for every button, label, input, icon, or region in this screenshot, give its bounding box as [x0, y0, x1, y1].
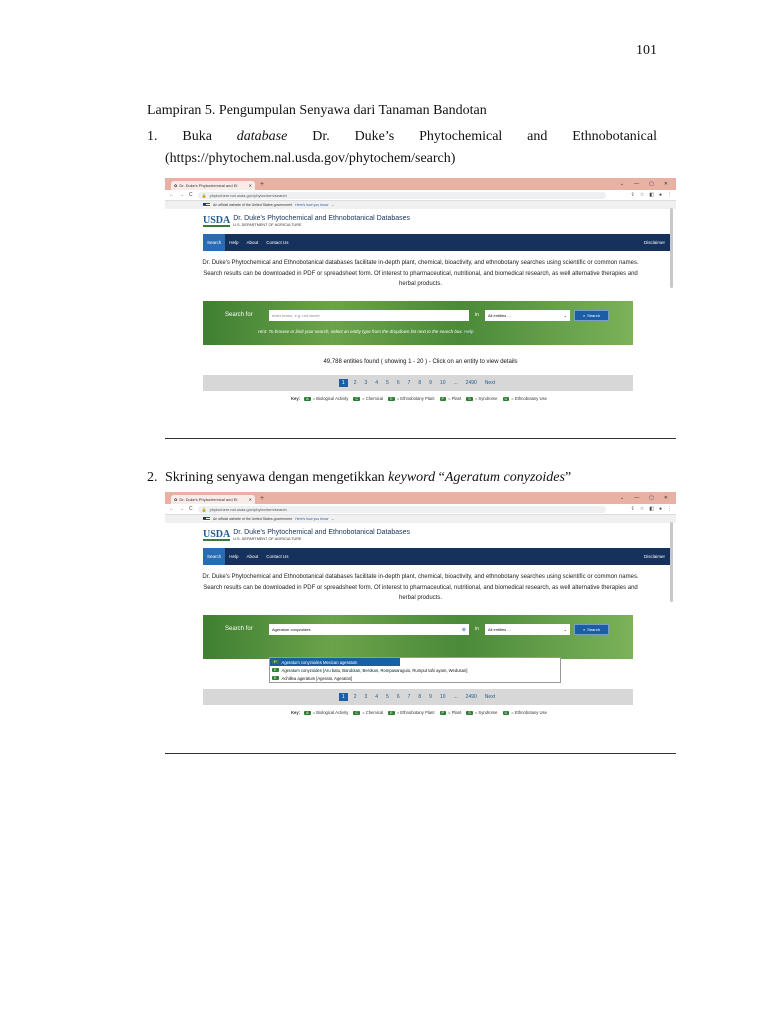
badge-icon: A — [306, 396, 309, 401]
entity-select-value: All entities ... — [488, 627, 511, 632]
step-1-word: Phytochemical — [419, 129, 503, 144]
page-link[interactable]: 10 — [439, 380, 446, 386]
badge-icon: E — [274, 668, 277, 672]
step-1-number: 1. — [147, 129, 158, 144]
search-button[interactable] — [574, 624, 609, 635]
badge-icon: C — [355, 396, 359, 401]
page-ellipsis: ... — [453, 380, 458, 386]
nav-help[interactable]: Help — [229, 554, 239, 559]
address-bar — [165, 190, 676, 201]
autocomplete-option-text: Ageratum conyzoides [Aru batu, Bandotan, Berokan, Rompasaraguio, Rumput tahi ayam, Wedusan] — [281, 667, 468, 673]
page-link[interactable]: 7 — [407, 380, 411, 386]
step-1-word: Buka — [182, 129, 212, 144]
gov-banner-text: An official website of the United States government — [213, 203, 293, 207]
page-link[interactable]: 3 — [364, 694, 368, 700]
reload-icon[interactable]: C — [189, 506, 193, 512]
profile-icon[interactable]: ● — [658, 192, 662, 198]
sidebar-icon[interactable]: ◧ — [649, 506, 654, 512]
page-link[interactable]: 8 — [418, 694, 422, 700]
screenshot-search-page — [165, 178, 676, 439]
badge-icon: P — [441, 710, 445, 715]
clear-icon[interactable]: ⊗ — [461, 626, 466, 633]
page-link[interactable]: 2490 — [465, 694, 477, 700]
key-label: Key: — [290, 710, 301, 715]
new-tab-button[interactable]: + — [260, 180, 265, 188]
entity-key — [165, 396, 676, 401]
entity-select[interactable] — [485, 310, 570, 321]
site-title: Dr. Duke's Phytochemical and Ethnobotanical Databases — [233, 214, 411, 222]
us-flag-icon — [203, 517, 210, 521]
step-1-word: Ethnobotanical — [572, 129, 657, 144]
badge-icon: E — [390, 396, 393, 401]
main-nav — [203, 234, 671, 251]
step-1-word: Duke’s — [354, 129, 395, 144]
page-link[interactable]: 9 — [429, 694, 432, 700]
badge-icon: S — [468, 396, 471, 401]
usda-logo[interactable]: USDA — [203, 215, 231, 226]
favicon-icon: ✿ — [174, 183, 178, 188]
browser-tab-bar — [165, 492, 676, 504]
step-2-species: Ageratum conyzoides — [444, 470, 565, 485]
forward-icon[interactable]: → — [179, 506, 184, 512]
favicon-icon: ✿ — [174, 497, 178, 502]
autocomplete-option-text: Achillea ageratum [Agerato, Ageraton] — [281, 675, 353, 681]
key-text: = Syndrome — [474, 710, 498, 715]
badge-icon: P — [441, 396, 445, 401]
chevron-down-icon[interactable]: ⌄ — [619, 181, 625, 187]
screenshot-search-typed — [165, 492, 676, 754]
gov-banner — [165, 515, 676, 523]
scrollbar[interactable] — [670, 522, 673, 602]
menu-icon[interactable]: ⋮ — [667, 506, 672, 512]
chevron-down-icon: ⌄ — [563, 313, 567, 318]
nav-disclaimer[interactable]: Disclaimer — [643, 240, 665, 245]
autocomplete-option[interactable] — [270, 666, 560, 674]
close-tab-icon[interactable]: ✕ — [248, 183, 252, 188]
next-page-link[interactable]: Next — [484, 380, 496, 386]
pagination — [203, 375, 633, 391]
key-label: Key: — [290, 396, 301, 401]
menu-icon[interactable]: ⋮ — [667, 192, 672, 198]
url-text: phytochem.nal.usda.gov/phytochem/search — [209, 192, 287, 198]
profile-icon[interactable]: ● — [658, 506, 662, 512]
star-icon[interactable]: ☆ — [639, 192, 645, 198]
close-tab-icon[interactable]: ✕ — [248, 497, 252, 502]
entity-select-value: All entities ... — [488, 313, 511, 318]
lock-icon: 🔒 — [201, 506, 207, 512]
browser-tab[interactable] — [171, 181, 255, 190]
url-field[interactable] — [198, 192, 606, 199]
tab-title: Dr. Duke's Phytochemical and Et — [179, 497, 238, 502]
page-link[interactable]: 6 — [396, 380, 400, 386]
nav-search[interactable]: Search — [203, 234, 225, 251]
close-window-icon[interactable]: ✕ — [663, 495, 668, 501]
maximize-icon[interactable]: ▢ — [649, 495, 654, 501]
entity-select[interactable] — [485, 624, 570, 635]
search-input[interactable]: enter terms, e.g. red clover — [269, 310, 469, 321]
page-ellipsis: ... — [453, 694, 458, 700]
page-link[interactable]: 2 — [353, 380, 357, 386]
gov-banner — [165, 201, 676, 209]
search-button[interactable] — [574, 310, 609, 321]
url-text: phytochem.nal.usda.gov/phytochem/search — [209, 506, 287, 512]
autocomplete-option[interactable] — [270, 674, 560, 682]
scrollbar[interactable] — [670, 208, 673, 288]
key-text: = Syndrome — [474, 396, 498, 401]
badge-icon: S — [468, 710, 471, 715]
back-icon[interactable]: ← — [169, 192, 174, 198]
key-text: = Biological Activity — [312, 710, 349, 715]
close-window-icon[interactable]: ✕ — [663, 181, 668, 187]
share-icon[interactable]: ⇪ — [630, 506, 635, 512]
search-panel — [203, 615, 633, 659]
site-description: Dr. Duke's Phytochemical and Ethnobotanical databases facilitate in-depth plant, chemical, bioactivity, and ethnobotany searches using scientific or common names. Search results can be downloaded in PDF or spreadsheet form. Of interest to pharmaceutical, nutritional, and biomedical research, as well alternative therapies and herbal products. — [202, 574, 639, 601]
page-link[interactable]: 4 — [375, 380, 379, 386]
key-text: = Chemical — [362, 396, 384, 401]
nav-help[interactable]: Help — [229, 240, 239, 245]
badge-icon: U — [504, 710, 508, 715]
back-icon[interactable]: ← — [169, 506, 174, 512]
gov-banner-link[interactable]: Here's how you know — [295, 517, 329, 521]
step-1-word: Dr. — [312, 129, 330, 144]
chevron-down-icon: ⌄ — [331, 203, 335, 207]
page-link[interactable]: 10 — [439, 694, 446, 700]
key-text: = Plant — [448, 710, 462, 715]
search-label: Search for — [225, 626, 253, 632]
page-link[interactable]: 4 — [375, 694, 379, 700]
key-text: = Ethnobotany Use — [511, 396, 547, 401]
step-2-quote-close: ” — [564, 470, 572, 485]
search-icon: ⌕ — [583, 313, 586, 318]
gov-banner-text: An official website of the United States government — [213, 517, 293, 521]
in-label: in — [475, 626, 479, 632]
page-link[interactable]: 8 — [418, 380, 422, 386]
step-2 — [147, 470, 571, 486]
forward-icon[interactable]: → — [179, 192, 184, 198]
badge-icon: P — [274, 660, 277, 664]
search-button-label: Search — [587, 627, 600, 632]
search-icon: ⌕ — [583, 627, 586, 632]
page-link[interactable]: 1 — [339, 379, 348, 387]
star-icon[interactable]: ☆ — [639, 506, 645, 512]
step-1-word: database — [236, 129, 288, 144]
page-link[interactable]: 2 — [353, 694, 357, 700]
entity-key — [165, 710, 676, 715]
autocomplete-option[interactable] — [270, 658, 400, 666]
page-number: 101 — [636, 43, 657, 58]
reload-icon[interactable]: C — [189, 192, 193, 198]
search-panel — [203, 301, 633, 345]
autocomplete-dropdown — [269, 657, 561, 683]
page-link[interactable]: 5 — [386, 694, 389, 700]
browser-tab-bar — [165, 178, 676, 190]
site-subtitle: U.S. DEPARTMENT OF AGRICULTURE — [233, 222, 302, 227]
badge-icon: U — [504, 396, 508, 401]
search-input-value: Ageratum conyzoides — [272, 627, 311, 632]
main-nav — [203, 548, 671, 565]
search-input[interactable] — [269, 624, 469, 635]
usda-logo[interactable]: USDA — [203, 529, 231, 540]
chevron-down-icon: ⌄ — [331, 517, 335, 521]
key-text: = Biological Activity — [312, 396, 349, 401]
key-text: = Ethnobotany Plant — [396, 396, 435, 401]
us-flag-icon — [203, 203, 210, 207]
step-1-url: (https://phytochem.nal.usda.gov/phytochem/search) — [165, 151, 456, 166]
site-title: Dr. Duke's Phytochemical and Ethnobotanical Databases — [233, 528, 411, 536]
appendix-heading: Lampiran 5. Pengumpulan Senyawa dari Tanaman Bandotan — [147, 103, 487, 118]
chevron-down-icon: ⌄ — [563, 627, 567, 632]
site-header — [165, 523, 676, 548]
nav-disclaimer[interactable]: Disclaimer — [643, 554, 665, 559]
page-link[interactable]: 9 — [429, 380, 432, 386]
page-link[interactable]: 1 — [339, 693, 348, 701]
nav-about[interactable]: About — [246, 240, 259, 245]
site-header — [165, 209, 676, 234]
address-bar — [165, 504, 676, 515]
url-field[interactable] — [198, 506, 606, 513]
chevron-down-icon[interactable]: ⌄ — [619, 495, 625, 501]
key-text: = Chemical — [362, 710, 384, 715]
badge-icon: E — [274, 676, 277, 680]
key-text: = Plant — [448, 396, 462, 401]
nav-contact[interactable]: Contact Us — [266, 240, 289, 245]
page-link[interactable]: 7 — [407, 694, 411, 700]
maximize-icon[interactable]: ▢ — [649, 181, 654, 187]
step-1 — [147, 129, 657, 167]
page-link[interactable]: 2490 — [465, 380, 477, 386]
page-link[interactable]: 3 — [364, 380, 368, 386]
search-button-label: Search — [587, 313, 600, 318]
lock-icon: 🔒 — [201, 192, 207, 198]
step-2-keyword-label: keyword — [388, 470, 436, 485]
tab-title: Dr. Duke's Phytochemical and Et — [179, 183, 238, 188]
step-2-number: 2. — [147, 470, 158, 485]
sidebar-icon[interactable]: ◧ — [649, 192, 654, 198]
minimize-icon[interactable]: — — [634, 181, 640, 187]
site-description: Dr. Duke's Phytochemical and Ethnobotanical databases facilitate in-depth plant, chemical, bioactivity, and ethnobotany searches using scientific or common names. Search results can be downloaded in PDF or spreadsheet form. Of interest to pharmaceutical, nutritional, and biomedical research, as well alternative therapies and herbal products. — [202, 260, 639, 287]
badge-icon: C — [355, 710, 359, 715]
in-label: in — [475, 312, 479, 318]
browser-tab[interactable] — [171, 495, 255, 504]
step-1-word: and — [527, 129, 548, 144]
nav-search[interactable]: Search — [203, 548, 225, 565]
results-count: 49,788 entities found ( showing 1 - 20 ) - Click on an entity to view details — [323, 359, 518, 365]
site-subtitle: U.S. DEPARTMENT OF AGRICULTURE — [233, 536, 302, 541]
new-tab-button[interactable]: + — [260, 494, 265, 502]
nav-contact[interactable]: Contact Us — [266, 554, 289, 559]
badge-icon: E — [390, 710, 393, 715]
nav-about[interactable]: About — [246, 554, 259, 559]
next-page-link[interactable]: Next — [484, 694, 496, 700]
pagination — [203, 689, 633, 705]
step-2-text: Skrining senyawa dengan mengetikkan — [165, 470, 389, 485]
search-label: Search for — [225, 312, 253, 318]
page-link[interactable]: 6 — [396, 694, 400, 700]
page-link[interactable]: 5 — [386, 380, 389, 386]
badge-icon: A — [306, 710, 309, 715]
autocomplete-option-text: Ageratum conyzoides Mexican ageratum — [281, 659, 358, 665]
step-2-quote-open: “ — [435, 470, 445, 485]
minimize-icon[interactable]: — — [634, 495, 640, 501]
gov-banner-link[interactable]: Here's how you know — [295, 203, 329, 207]
key-text: = Ethnobotany Use — [511, 710, 547, 715]
help-link[interactable]: Help — [464, 329, 474, 334]
key-text: = Ethnobotany Plant — [396, 710, 435, 715]
share-icon[interactable]: ⇪ — [630, 192, 635, 198]
search-hint — [258, 329, 473, 334]
search-hint-text: Hint: To browse or limit your search, select an entity type from the dropdown list next to the search box. — [258, 329, 463, 334]
